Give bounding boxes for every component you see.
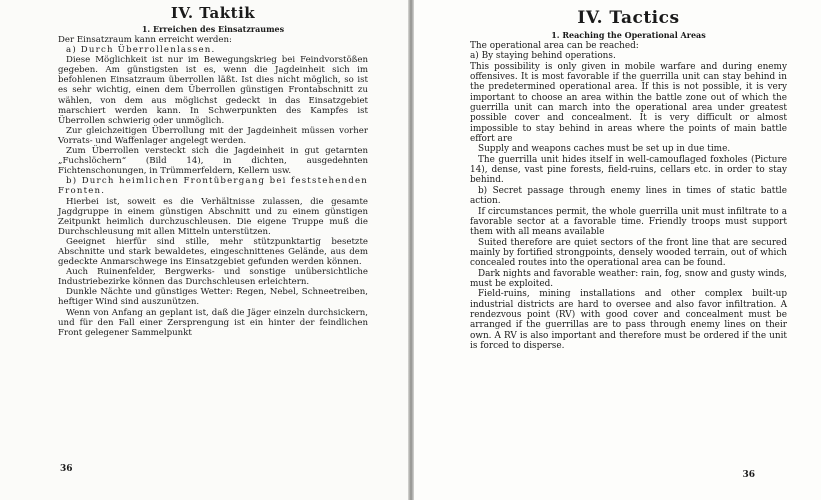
right-section-heading: 1. Reaching the Operational Areas [551,30,706,40]
left-section-heading: 1. Erreichen des Einsatzraumes [141,24,285,34]
paragraph: Hierbei ist, soweit es die Verhältnisse zulassen, die gesamte Jagdgruppe in einem günstigen Abschnitt und zu einem günstigen Zeitpunkt heimlich durchzuschleusen. Die eigene Truppe muß die Durchschleusung mit allen Mitteln unterstützen. [58,196,368,237]
paragraph: Suited therefore are quiet sectors of the front line that are secured mainly by fortified strongpoints, densely wooded terrain, out of which concealed routes into the operational area can be found. [470,237,787,269]
right-page [414,0,821,500]
paragraph: Supply and weapons caches must be set up in due time. [478,144,731,155]
paragraph: Zum Überrollen versteckt sich die Jagdeinheit in gut getarnten „Fuchslöchern“ (Bild 14), in dichten, ausgedehnten Fichtenschonungen, in Trümmerfeldern, Kellern usw. [58,146,368,177]
paragraph: Dark nights and favorable weather: rain, fog, snow and gusty winds, must be exploited. [470,268,787,289]
right-page-number: 36 [742,470,755,480]
left-page-text [58,35,368,338]
subheading: a) By staying behind operations. [470,51,616,62]
paragraph: Wenn von Anfang an geplant ist, daß die Jäger einzeln durchsickern, und für den Fall einer Zersprengung ist ein hinter der feindlichen Front gelegener Sammelpunkt [58,307,368,338]
paragraph: Der Einsatzraum kann erreicht werden: [58,35,232,45]
paragraph: This possibility is only given in mobile warfare and during enemy offensives. It is most favorable if the guerrilla unit can stay behind in the predetermined operational area. If this is not possible, it is very important to choose an area within the battle zone out of which the guerrilla unit can march into the operational area under greatest possible cover and concealment. It is very difficult or almost impossible to stay behind in areas where the points of main battle effort are [470,61,787,145]
paragraph: Field-ruins, mining installations and other complex built-up industrial districts are hard to oversee and also favor infiltration. A rendezvous point (RV) with good cover and concealment must be arranged if the guerrillas are to pass through enemy lines on their own. A RV is also important and therefore must be ordered if the unit is forced to disperse. [470,289,787,351]
left-page-title: IV. Taktik [170,4,256,22]
right-page-text [470,41,787,351]
paragraph: Auch Ruinenfelder, Bergwerks- und sonstige unübersichtliche Industriebezirke können das Durchschleusen erleichtern. [58,267,368,288]
paragraph: Zur gleichzeitigen Überrollung mit der Jagdeinheit müssen vorher Vorrats- und Waffenlager angelegt werden. [58,125,368,146]
paragraph: The guerrilla unit hides itself in well-camouflaged foxholes (Picture 14), dense, vast pine forests, field-ruins, cellars etc. in order to stay behind. [470,154,787,186]
subheading: b) Secret passage through enemy lines in times of static battle action. [470,185,787,207]
paragraph: Geeignet hierfür sind stille, mehr stützpunktartig besetzte Abschnitte und stark bewaldetes, eingeschnittenes Gelände, aus dem gedeckte Anmarschwege ins Einsatzgebiet gefunden werden können. [58,236,368,268]
paragraph: If circumstances permit, the whole guerrilla unit must infiltrate to a favorable sector at a favorable time. Friendly troops must support them with all means available [470,206,787,238]
left-page [0,0,408,500]
right-page-title: IV. Tactics [577,8,680,28]
paragraph: Diese Möglichkeit ist nur im Bewegungskrieg bei Feindvorstößen gegeben. Am günstigsten ist es, wenn die Jagdeinheit sich im befohlenen Einsatzraum überrollen läßt. Ist dies nicht möglich, so ist es sehr wichtig, einen dem Überrollen günstigen Frontabschnitt zu wählen, von dem aus möglichst gedeckt in das Einsatzgebiet marschiert werden kann. In Schwerpunkten des Kampfes ist Überrollen schwierig oder unmöglich. [58,55,368,126]
left-page-number: 36 [60,464,73,474]
paragraph: Dunkle Nächte und günstiges Wetter: Regen, Nebel, Schneetreiben, heftiger Wind sind auszunützen. [58,287,368,308]
paragraph: The operational area can be reached: [470,41,639,51]
subheading: a) Durch Überrollenlassen. [66,45,216,56]
subheading: b) Durch heimlichen Frontübergang bei feststehenden Fronten. [58,176,368,197]
